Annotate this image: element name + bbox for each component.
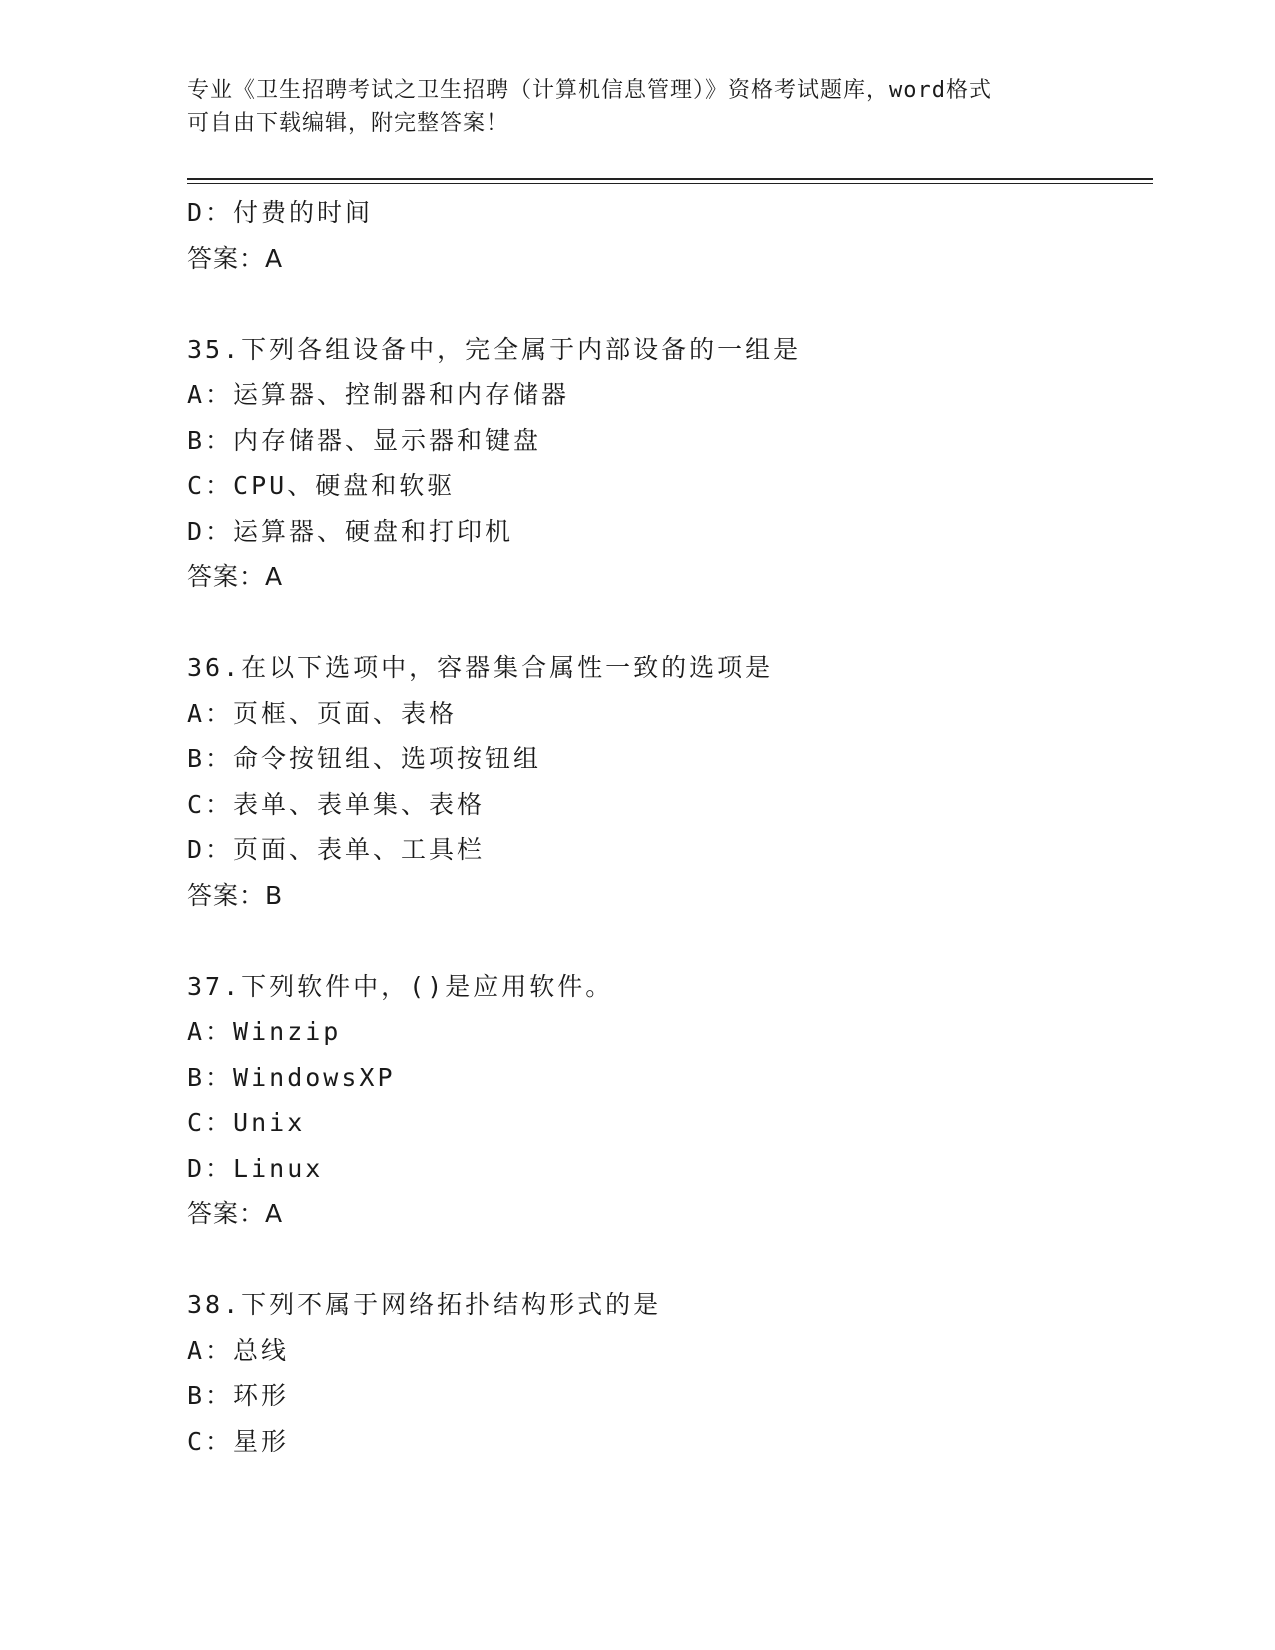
question-38 [187, 1282, 1147, 1464]
header-divider [187, 178, 1153, 184]
question-text: 35.下列各组设备中，完全属于内部设备的一组是 [187, 334, 802, 364]
option-d: D：付费的时间 [187, 198, 374, 227]
answer: 答案：A [187, 1199, 284, 1228]
option-b: B：命令按钮组、选项按钮组 [187, 744, 542, 773]
question-text: 36.在以下选项中，容器集合属性一致的选项是 [187, 653, 774, 682]
question-35 [187, 327, 1147, 600]
document-header [187, 74, 1087, 140]
question-36 [187, 645, 1147, 918]
option-a: A：Winzip [187, 1017, 342, 1046]
question-text: 37.下列软件中，()是应用软件。 [187, 971, 614, 1001]
option-c: C：Unix [187, 1108, 306, 1137]
question-list [187, 190, 1147, 1464]
question-37 [187, 964, 1147, 1237]
question-text: 38.下列不属于网络拓扑结构形式的是 [187, 1290, 662, 1319]
option-b: B：内存储器、显示器和键盘 [187, 425, 542, 455]
option-a: A：运算器、控制器和内存储器 [187, 380, 570, 409]
option-d: D：Linux [187, 1153, 324, 1183]
option-b: B：环形 [187, 1381, 290, 1410]
question-34-tail [187, 190, 1147, 281]
option-a: A：页框、页面、表格 [187, 698, 458, 728]
option-b: B：WindowsXP [187, 1062, 396, 1092]
answer: 答案：B [187, 880, 284, 910]
option-c: C：CPU、硬盘和软驱 [187, 471, 456, 500]
answer: 答案：A [187, 562, 284, 591]
option-d: D：页面、表单、工具栏 [187, 835, 486, 864]
option-a: A：总线 [187, 1335, 290, 1365]
header-line-2: 可自由下载编辑，附完整答案！ [187, 111, 510, 136]
header-line-1: 专业《卫生招聘考试之卫生招聘（计算机信息管理）》资格考试题库，word格式 [187, 78, 992, 103]
answer: 答案：A [187, 243, 284, 273]
option-c: C：星形 [187, 1426, 290, 1456]
option-d: D：运算器、硬盘和打印机 [187, 516, 514, 546]
option-c: C：表单、表单集、表格 [187, 789, 486, 819]
